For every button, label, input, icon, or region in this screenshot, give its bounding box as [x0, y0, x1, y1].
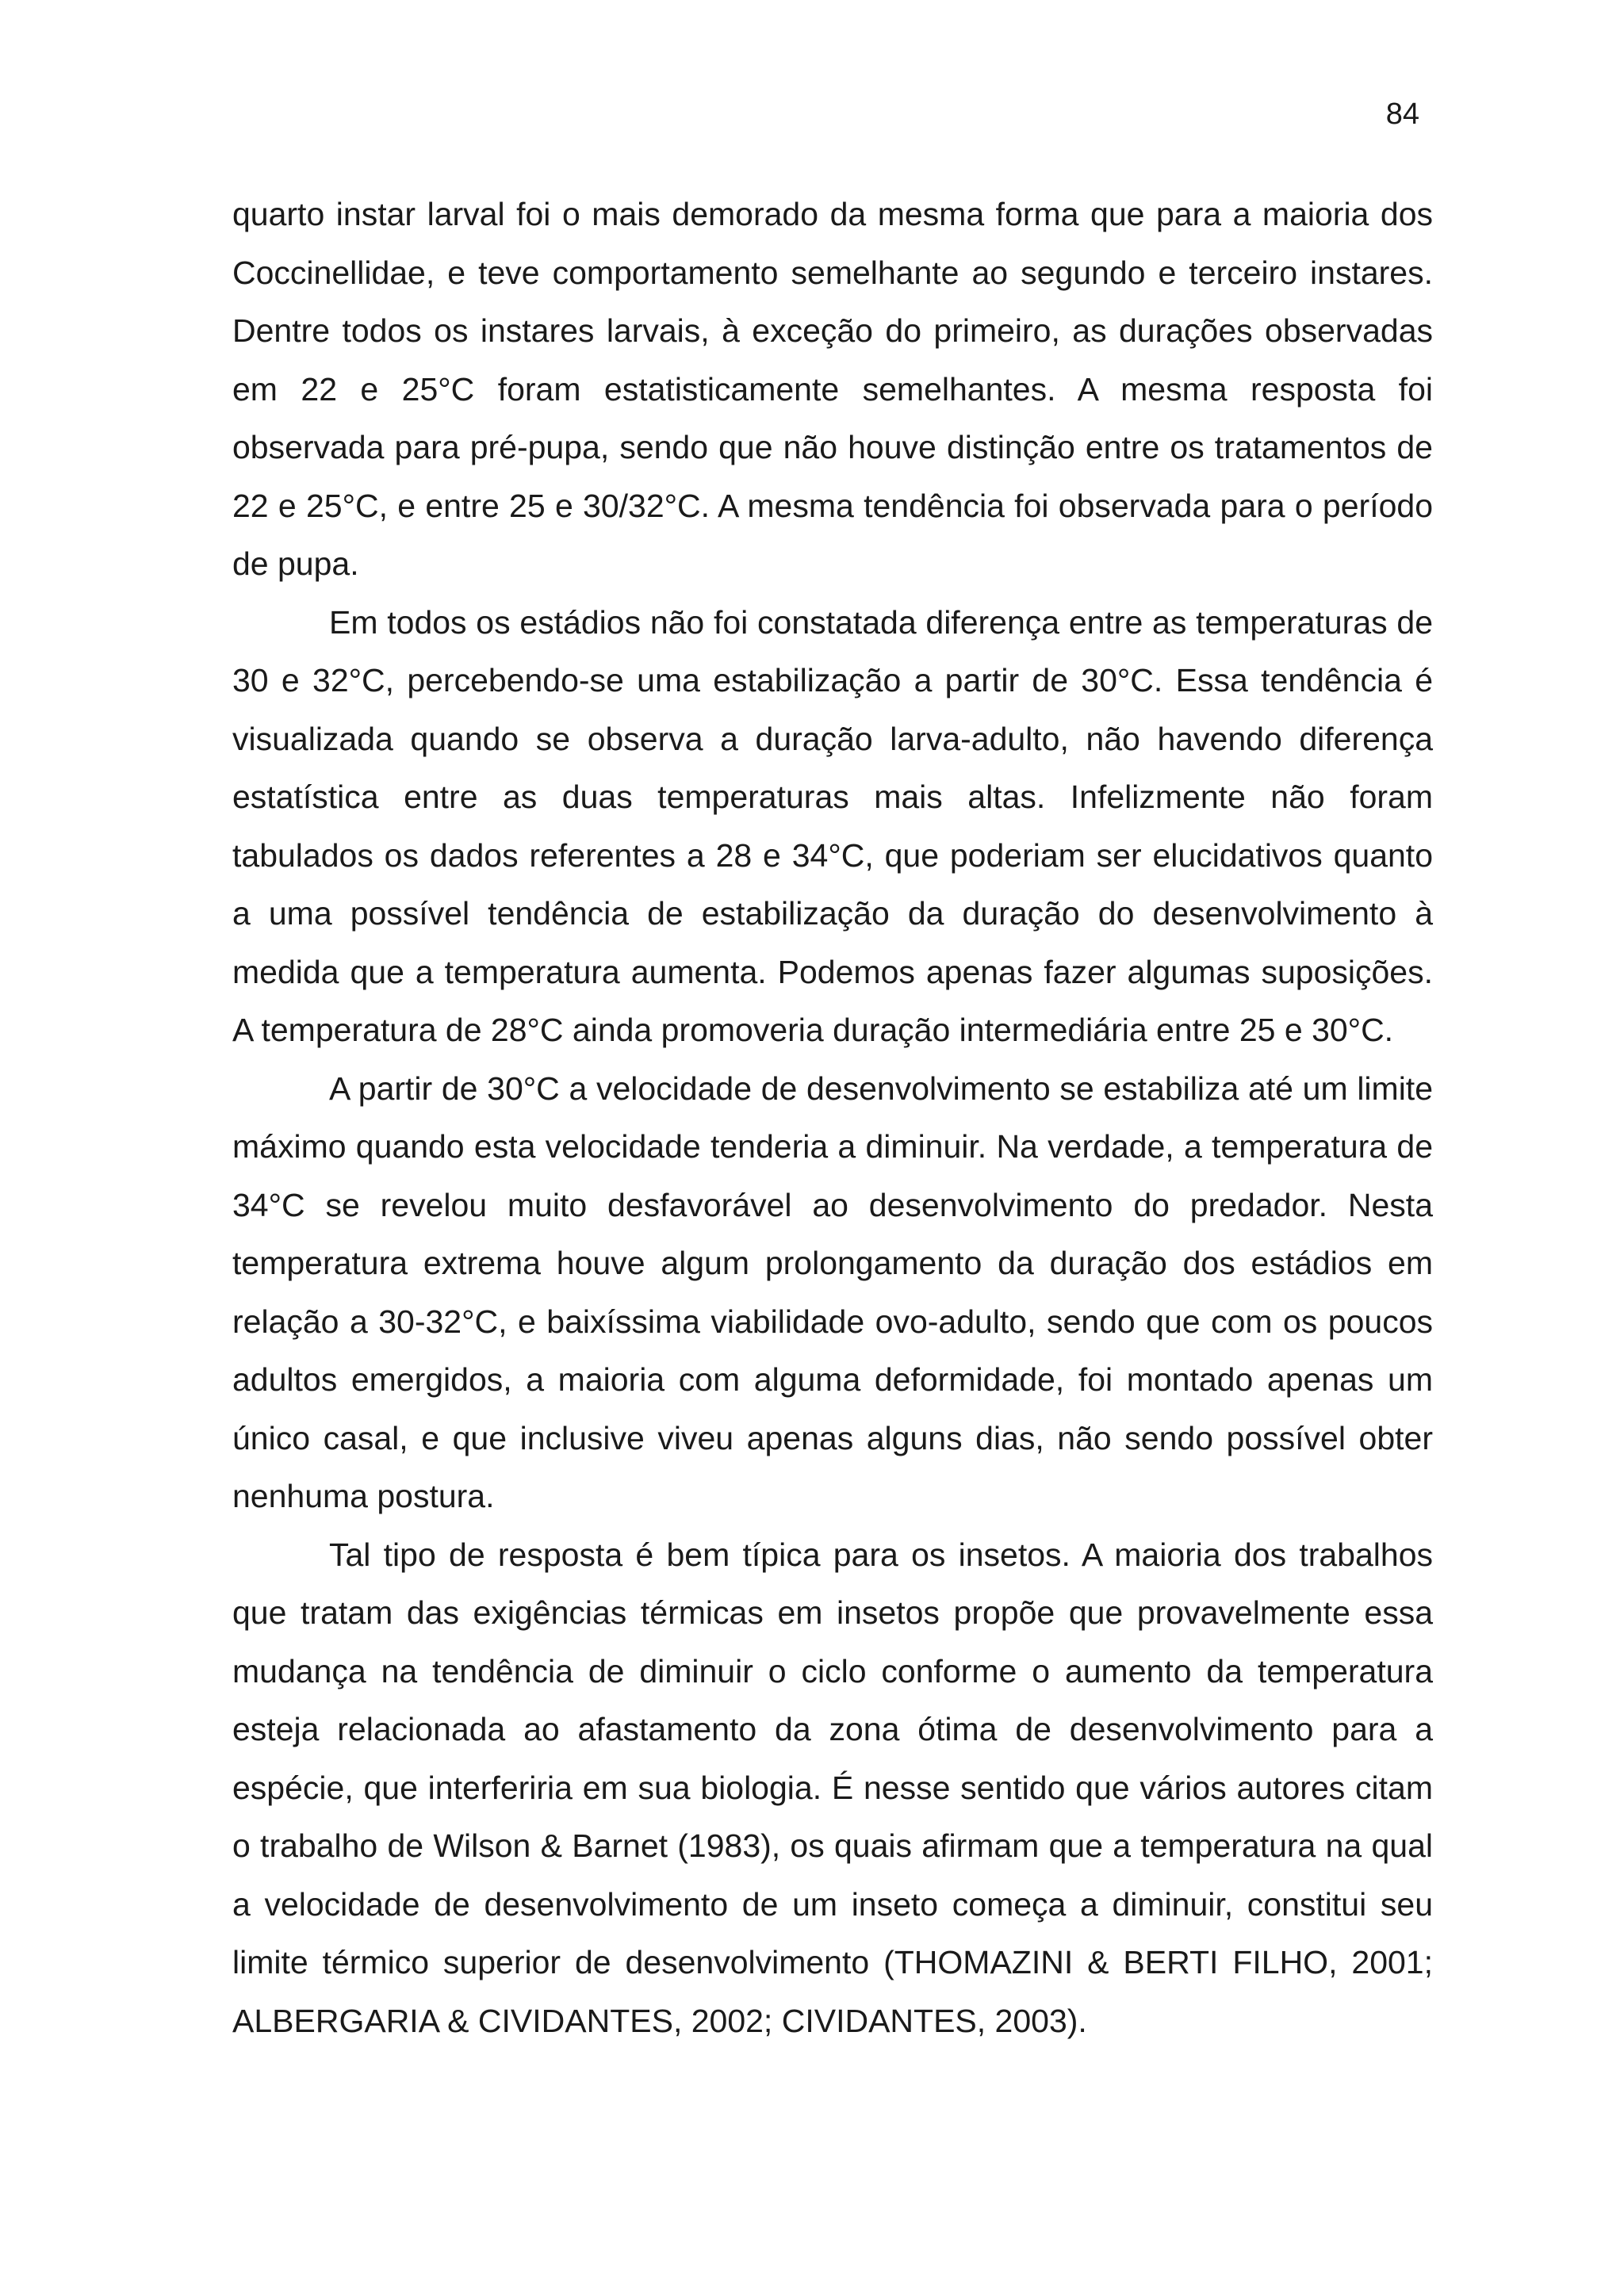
paragraph: Em todos os estádios não foi constatada diferença entre as temperaturas de 30 e 32°C, percebendo-se uma estabilização a partir de 30°C. Essa tendência é visualizada quando se observa a duração larva-adulto, não havendo diferença estatística entre as duas temperaturas mais altas. Infelizmente não foram tabulados os dados referentes a 28 e 34°C, que poderiam ser elucidativos quanto a uma possível tendência de estabilização da duração do desenvolvimento à medida que a temperatura aumenta. Podemos apenas fazer algumas suposições. A temperatura de 28°C ainda promoveria duração intermediária entre 25 e 30°C. — [232, 603, 1433, 1048]
paragraph: Tal tipo de resposta é bem típica para os insetos. A maioria dos trabalhos que tratam das exigências térmicas em insetos propõe que provavelmente essa mudança na tendência de diminuir o ciclo conforme o aumento da temperatura esteja relacionada ao afastamento da zona ótima de desenvolvimento para a espécie, que interferiria em sua biologia. É nesse sentido que vários autores citam o trabalho de Wilson & Barnet (1983), os quais afirmam que a temperatura na qual a velocidade de desenvolvimento de um inseto começa a diminuir, constitui seu limite térmico superior de desenvolvimento (THOMAZINI & BERTI FILHO, 2001; ALBERGARIA & CIVIDANTES, 2002; CIVIDANTES, 2003). — [232, 1536, 1433, 2039]
paragraph: quarto instar larval foi o mais demorado da mesma forma que para a maioria dos Coccinellidae, e teve comportamento semelhante ao segundo e terceiro instares. Dentre todos os instares larvais, à exceção do primeiro, as durações observadas em 22 e 25°C foram estatisticamente semelhantes. A mesma resposta foi observada para pré-pupa, sendo que não houve distinção entre os tratamentos de 22 e 25°C, e entre 25 e 30/32°C. A mesma tendência foi observada para o período de pupa. — [232, 196, 1433, 582]
page-number: 84 — [1385, 98, 1419, 131]
paragraph: A partir de 30°C a velocidade de desenvolvimento se estabiliza até um limite máximo quando esta velocidade tenderia a diminuir. Na verdade, a temperatura de 34°C se revelou muito desfavorável ao desenvolvimento do predador. Nesta temperatura extrema houve algum prolongamento da duração dos estádios em relação a 30-32°C, e baixíssima viabilidade ovo-adulto, sendo que com os poucos adultos emergidos, a maioria com alguma deformidade, foi montado apenas um único casal, e que inclusive viveu apenas alguns dias, não sendo possível obter nenhuma postura. — [232, 1070, 1433, 1514]
document-body — [232, 186, 1433, 2050]
